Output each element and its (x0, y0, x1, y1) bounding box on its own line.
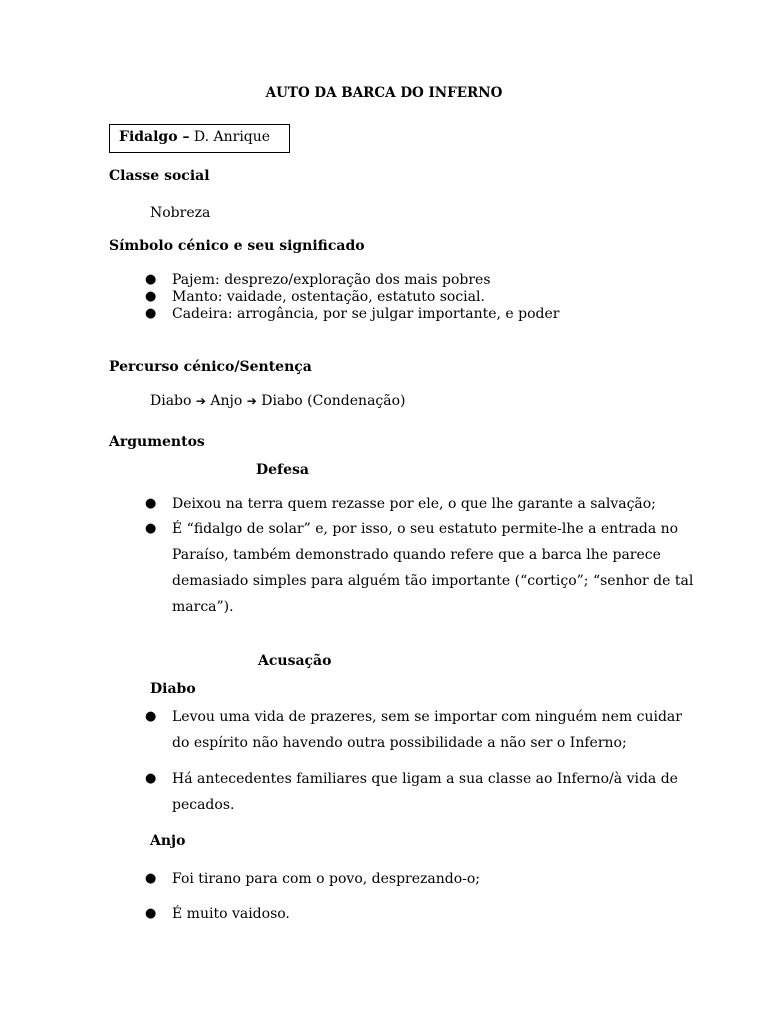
defesa-item-line: É “fidalgo de solar” e, por isso, o seu estatuto permite-lhe a entrada no (172, 521, 679, 537)
diabo-item-line: Há antecedentes familiares que ligam a sua classe ao Inferno/à vida de (172, 771, 678, 787)
document-title: AUTO DA BARCA DO INFERNO (265, 85, 503, 101)
arrow-right-icon: ➔ (195, 394, 206, 408)
diabo-item-line: pecados. (172, 797, 235, 813)
character-label: Fidalgo – (119, 129, 190, 145)
percurso-heading: Percurso cénico/Sentença (109, 359, 312, 375)
percurso-path (150, 393, 406, 409)
character-box (109, 124, 290, 153)
classe-social-heading: Classe social (109, 168, 210, 184)
classe-social-value: Nobreza (150, 205, 211, 221)
defesa-heading: Defesa (256, 462, 309, 478)
bullet-icon: ● (145, 272, 157, 287)
anjo-item: É muito vaidoso. (172, 906, 290, 922)
diabo-item-line: do espírito não havendo outra possibilidade a não ser o Inferno; (172, 735, 627, 751)
diabo-item-line: Levou uma vida de prazeres, sem se importar com ninguém nem cuidar (172, 709, 682, 725)
percurso-step: Diabo (150, 393, 192, 409)
defesa-item-line: marca”). (172, 599, 234, 615)
simbolo-item: Pajem: desprezo/exploração dos mais pobres (172, 272, 491, 288)
acusacao-heading: Acusação (258, 653, 332, 669)
bullet-icon: ● (145, 521, 157, 536)
anjo-heading: Anjo (150, 833, 186, 849)
bullet-icon: ● (145, 306, 157, 321)
argumentos-heading: Argumentos (109, 434, 205, 450)
percurso-step: Diabo (Condenação) (261, 393, 406, 409)
simbolo-heading: Símbolo cénico e seu significado (109, 238, 365, 254)
percurso-step: Anjo (210, 393, 243, 409)
arrow-right-icon: ➔ (246, 394, 257, 408)
bullet-icon: ● (145, 871, 157, 886)
defesa-item-line: Paraíso, também demonstrado quando refere que a barca lhe parece (172, 547, 661, 563)
bullet-icon: ● (145, 771, 157, 786)
character-name: D. Anrique (189, 129, 271, 145)
bullet-icon: ● (145, 496, 157, 511)
defesa-item-line: demasiado simples para alguém tão importante (“cortiço”; “senhor de tal (172, 573, 694, 589)
simbolo-item: Manto: vaidade, ostentação, estatuto social. (172, 289, 485, 305)
anjo-item: Foi tirano para com o povo, desprezando-o; (172, 871, 481, 887)
diabo-heading: Diabo (150, 681, 196, 697)
bullet-icon: ● (145, 289, 157, 304)
bullet-icon: ● (145, 709, 157, 724)
defesa-item: Deixou na terra quem rezasse por ele, o que lhe garante a salvação; (172, 496, 656, 512)
bullet-icon: ● (145, 906, 157, 921)
simbolo-item: Cadeira: arrogância, por se julgar importante, e poder (172, 306, 560, 322)
